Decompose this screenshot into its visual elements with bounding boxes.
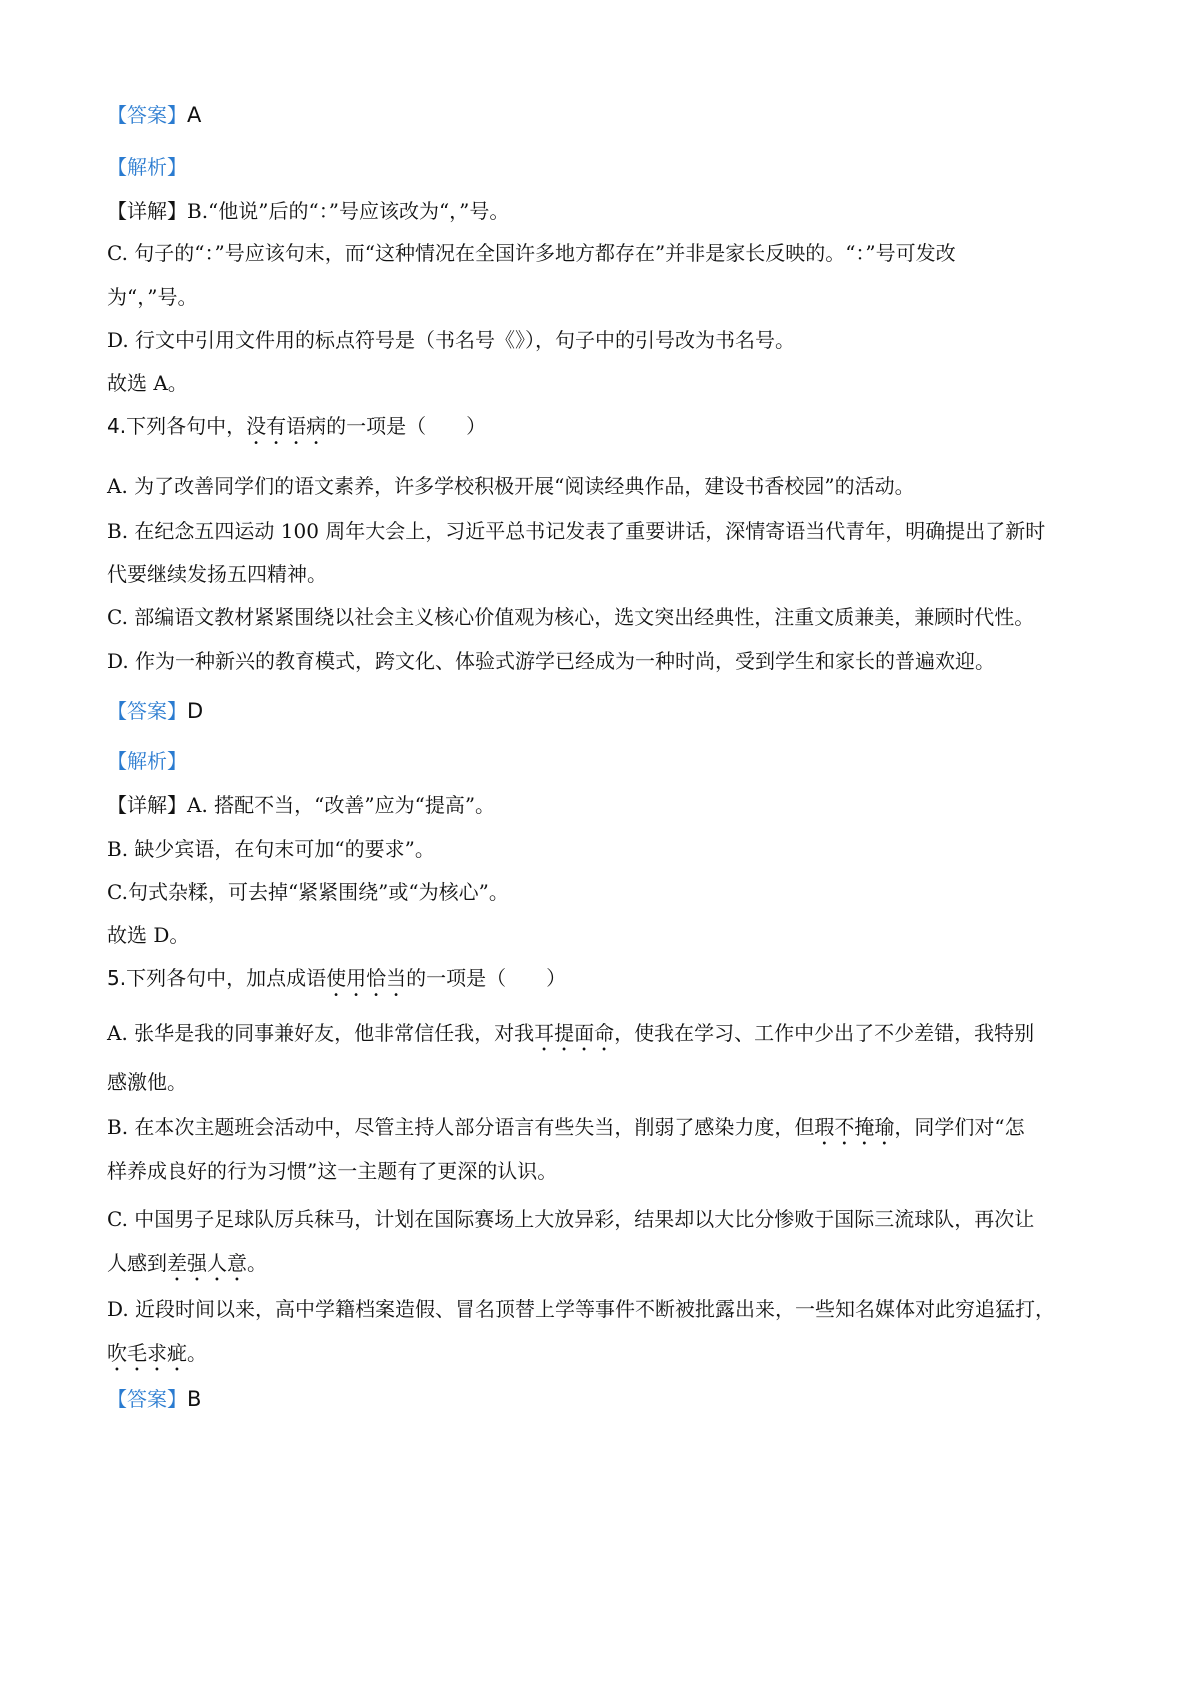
idiom-text: 吹毛求疵 <box>107 1341 187 1365</box>
answer-value: A <box>187 103 202 127</box>
analysis-tag: 【解析】 <box>107 155 187 179</box>
option-c: C. 中国男子足球队厉兵秣马，计划在国际赛场上大放异彩，结果却以大比分惨败于国际三流球队，再次让 <box>107 1207 1035 1231</box>
question-text: 的一项是（ ） <box>406 966 567 990</box>
emphasized-text: 没有语病 <box>246 414 327 438</box>
option-a-cont: 感激他。 <box>107 1070 187 1094</box>
option-text: A. 张华是我的同事兼好友，他非常信任我，对我 <box>107 1021 535 1045</box>
option-c-cont <box>107 1250 267 1286</box>
option-d: D. 作为一种新兴的教育模式，跨文化、体验式游学已经成为一种时尚，受到学生和家长的普遍欢迎。 <box>107 649 996 673</box>
answer-line-1 <box>107 102 201 128</box>
option-b-cont: 样养成良好的行为习惯”这一主题有了更深的认识。 <box>107 1159 558 1183</box>
analysis-text: B. 缺少宾语，在句末可加“的要求”。 <box>107 837 435 861</box>
question-text: 的一项是（ ） <box>326 414 487 438</box>
answer-value: B <box>187 1387 202 1411</box>
conclusion-text: 故选 A。 <box>107 371 188 395</box>
analysis-text: D. 行文中引用文件用的标点符号是（书名号《》），句子中的引号改为书名号。 <box>107 328 796 352</box>
idiom-text: 耳提面命 <box>534 1021 615 1045</box>
emphasized-text: 使用恰当 <box>326 966 407 990</box>
option-a: A. 为了改善同学们的语文素养，许多学校积极开展“阅读经典作品，建设书香校园”的活动。 <box>107 474 915 498</box>
analysis-text: C.句式杂糅，可去掉“紧紧围绕”或“为核心”。 <box>107 880 509 904</box>
option-c: C. 部编语文教材紧紧围绕以社会主义核心价值观为核心，选文突出经典性，注重文质兼美，兼顾时代性。 <box>107 605 1035 629</box>
analysis-text: C. 句子的“：”号应该句末，而“这种情况在全国许多地方都存在”并非是家长反映的。“：”号可发改 <box>107 241 956 265</box>
option-b-cont: 代要继续发扬五四精神。 <box>107 562 327 586</box>
analysis-text: 为“，”号。 <box>107 285 198 309</box>
answer-value: D <box>187 699 204 723</box>
idiom-text: 瑕不掩瑜 <box>814 1115 895 1139</box>
option-text: ，同学们对“怎 <box>894 1115 1025 1139</box>
option-b: B. 在纪念五四运动 100 周年大会上，习近平总书记发表了重要讲话，深情寄语当代青年，明确提出了新时 <box>107 519 1046 543</box>
detail-tag: 【详解】 <box>107 793 187 817</box>
analysis-heading-1 <box>107 154 187 180</box>
answer-tag: 【答案】 <box>107 1387 187 1411</box>
option-text: 。 <box>247 1251 267 1275</box>
detail-tag: 【详解】 <box>107 199 187 223</box>
question-text: 4.下列各句中， <box>107 414 247 438</box>
conclusion-text: 故选 D。 <box>107 923 190 947</box>
question-5-stem <box>107 965 566 1001</box>
answer-line-2 <box>107 698 203 724</box>
option-d: D. 近段时间以来，高中学籍档案造假、冒名顶替上学等事件不断被批露出来，一些知名媒体对此穷追猛打， <box>107 1297 1056 1321</box>
option-text: 人感到 <box>107 1251 167 1275</box>
analysis-text: B.“他说”后的“：”号应该改为“，”号。 <box>187 199 510 223</box>
option-a <box>107 1020 1034 1056</box>
analysis-text: A. 搭配不当，“改善”应为“提高”。 <box>187 793 496 817</box>
detail-line-1 <box>107 198 509 224</box>
option-text: 。 <box>187 1341 207 1365</box>
option-b <box>107 1114 1025 1150</box>
option-text: B. 在本次主题班会活动中，尽管主持人部分语言有些失当，削弱了感染力度，但 <box>107 1115 815 1139</box>
detail-line-2 <box>107 792 495 818</box>
idiom-text: 差强人意 <box>167 1251 247 1275</box>
answer-line-3 <box>107 1386 201 1412</box>
option-d-cont <box>107 1340 207 1376</box>
analysis-heading-2 <box>107 748 187 774</box>
question-4-stem <box>107 413 486 449</box>
answer-tag: 【答案】 <box>107 699 187 723</box>
answer-tag: 【答案】 <box>107 103 187 127</box>
option-text: ，使我在学习、工作中少出了不少差错，我特别 <box>614 1021 1035 1045</box>
analysis-tag: 【解析】 <box>107 749 187 773</box>
question-text: 5.下列各句中，加点成语 <box>107 966 327 990</box>
